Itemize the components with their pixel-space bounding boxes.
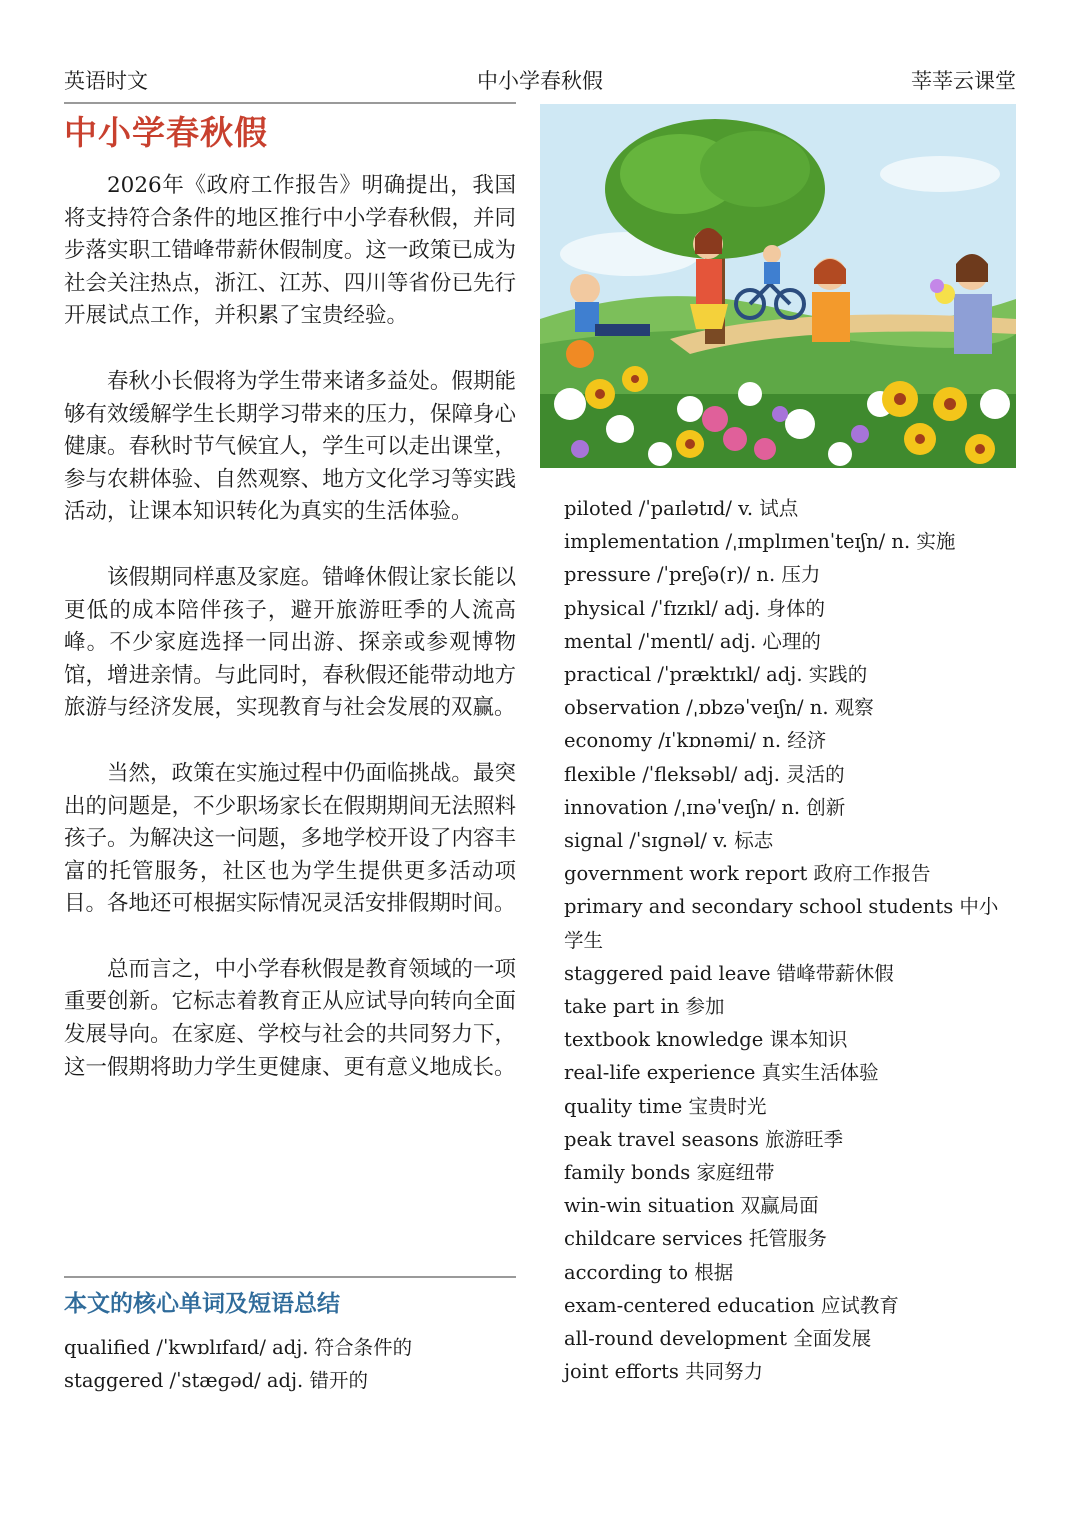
header-brand: 莘莘云课堂 (911, 69, 1016, 93)
vocab-item: win-win situation 双赢局面 (564, 1194, 819, 1218)
vocab-item: quality time 宝贵时光 (564, 1094, 767, 1118)
vocab-section-title: 本文的核心单词及短语总结 (64, 1290, 340, 1317)
vocab-divider (64, 1276, 516, 1278)
vocab-item: piloted /ˈpaɪlətɪd/ v. 试点 (564, 497, 799, 520)
vocab-item: signal /ˈsɪɡnəl/ v. 标志 (564, 829, 774, 853)
vocab-item: real-life experience 真实生活体验 (564, 1061, 879, 1085)
vocab-item: according to 根据 (564, 1260, 734, 1284)
vocab-item: family bonds 家庭纽带 (564, 1161, 775, 1185)
vocab-item: practical /ˈpræktɪkl/ adj. 实践的 (564, 663, 868, 687)
page-header (64, 64, 1016, 98)
vocab-item: flexible /ˈfleksəbl/ adj. 灵活的 (564, 762, 845, 786)
vocab-item: primary and secondary school students 中小学生 (564, 895, 999, 952)
vocab-item: staggered paid leave 错峰带薪休假 (564, 961, 894, 985)
vocab-item: pressure /ˈpreʃə(r)/ n. 压力 (564, 563, 821, 587)
vocab-item: implementation /ˌɪmplɪmenˈteɪʃn/ n. 实施 (564, 530, 956, 554)
vocab-item: qualified /ˈkwɒlɪfaɪd/ adj. 符合条件的 (64, 1336, 413, 1359)
vocab-item: take part in 参加 (564, 995, 725, 1019)
vocab-item: economy /ɪˈkɒnəmi/ n. 经济 (564, 729, 827, 753)
header-category: 英语时文 (64, 69, 148, 93)
paragraph-5: 总而言之，中小学春秋假是教育领域的一项重要创新。它标志着教育正从应试导向转向全面发展导向。在家庭、学校与社会的共同努力下，这一假期将助力学生更健康、更有意义地成长。 (64, 956, 516, 1080)
paragraph-2: 春秋小长假将为学生带来诸多益处。假期能够有效缓解学生长期学习带来的压力，保障身心健康。春秋时节气候宜人，学生可以走出课堂，参与农耕体验、自然观察、地方文化学习等实践活动，让课本知识转化为真实的生活体验。 (64, 368, 516, 525)
header-topic: 中小学春秋假 (477, 69, 603, 93)
paragraph-3: 该假期同样惠及家庭。错峰休假让家长能以更低的成本陪伴孩子，避开旅游旺季的人流高峰。不少家庭选择一同出游、探亲或参观博物馆，增进亲情。与此同时，春秋假还能带动地方旅游与经济发展，实现教育与社会发展的双赢。 (64, 564, 516, 721)
vocab-item: staggered /ˈstæɡəd/ adj. 错开的 (64, 1369, 368, 1393)
vocab-item: childcare services 托管服务 (564, 1227, 827, 1251)
vocab-item: textbook knowledge 课本知识 (564, 1028, 848, 1052)
vocab-item: government work report 政府工作报告 (564, 862, 931, 886)
children-in-spring-park-illustration (540, 104, 1016, 468)
vocab-item: joint efforts 共同努力 (564, 1360, 764, 1384)
vocab-item: observation /ˌɒbzəˈveɪʃn/ n. 观察 (564, 696, 874, 720)
vocab-item: physical /ˈfɪzɪkl/ adj. 身体的 (564, 596, 826, 620)
vocab-list-left (64, 1331, 516, 1397)
vocab-list-right (564, 492, 1016, 1388)
paragraph-4: 当然，政策在实施过程中仍面临挑战。最突出的问题是，不少职场家长在假期期间无法照料孩子。为解决这一问题，多地学校开设了内容丰富的托管服务，社区也为学生提供更多活动项目。各地还可根据实际情况灵活安排假期时间。 (64, 760, 516, 917)
header-divider (64, 102, 516, 104)
article-title: 中小学春秋假 (64, 113, 268, 152)
vocab-item: mental /ˈmentl/ adj. 心理的 (564, 629, 821, 653)
vocab-item: all-round development 全面发展 (564, 1327, 872, 1351)
vocab-item: exam-centered education 应试教育 (564, 1293, 899, 1317)
article-body (64, 170, 516, 1117)
vocab-item: peak travel seasons 旅游旺季 (564, 1127, 844, 1151)
paragraph-1: 2026年《政府工作报告》明确提出，我国将支持符合条件的地区推行中小学春秋假，并同步落实职工错峰带薪休假制度。这一政策已成为社会关注热点，浙江、江苏、四川等省份已先行开展试点工作，并积累了宝贵经验。 (64, 173, 516, 329)
vocab-item: innovation /ˌɪnəˈveɪʃn/ n. 创新 (564, 795, 846, 819)
